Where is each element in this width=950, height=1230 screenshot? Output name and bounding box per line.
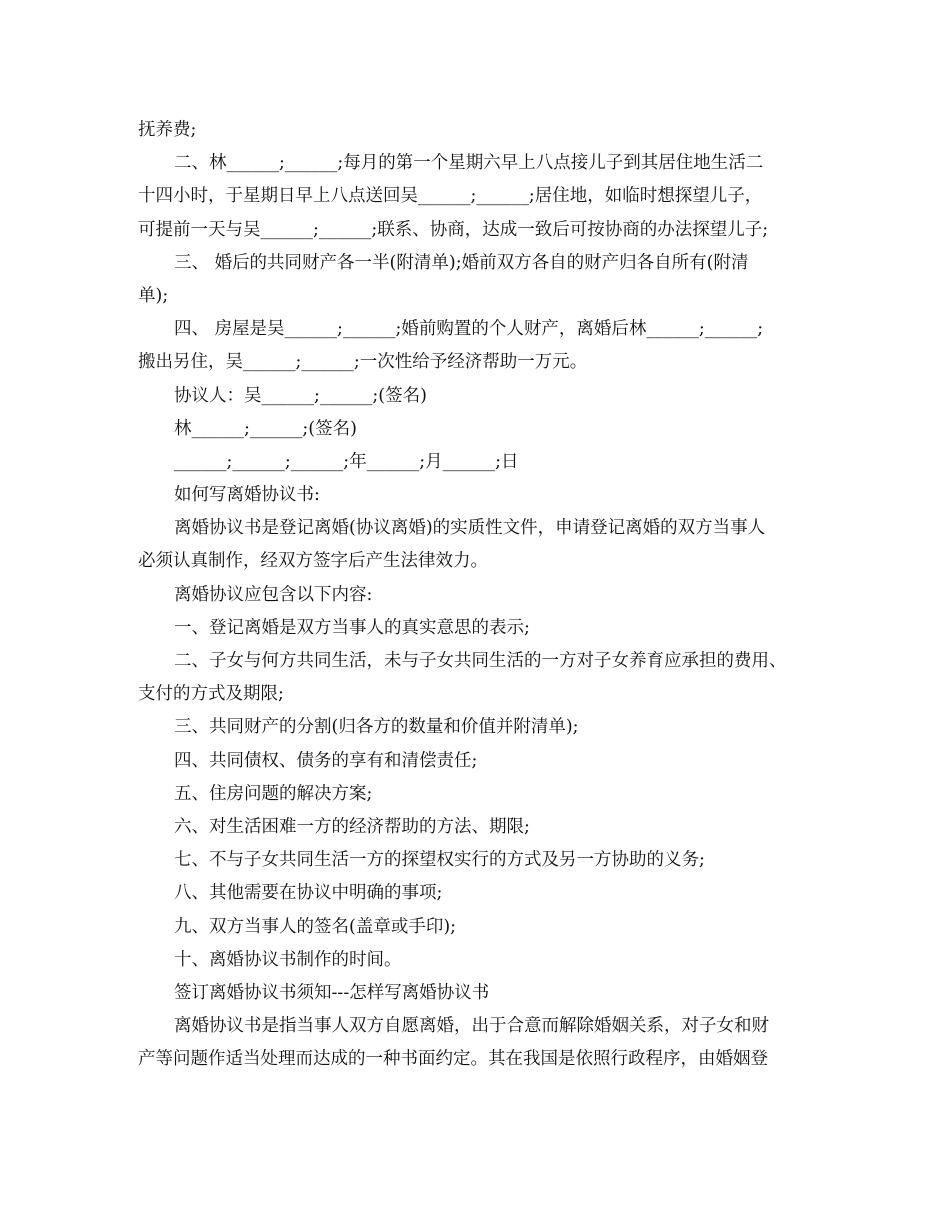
text-line: 可提前一天与吴______;______;联系、协商，达成一致后可按协商的办法探望儿子;	[138, 219, 769, 240]
text-line: 四、 房屋是吴______;______;婚前购置的个人财产，离婚后林______;______;	[174, 319, 764, 340]
text-line: 七、不与子女共同生活一方的探望权实行的方式及另一方协助的义务;	[174, 850, 705, 871]
document-body	[138, 114, 828, 1076]
text-line: 如何写离婚协议书:	[174, 485, 320, 506]
text-line: 离婚协议书是指当事人双方自愿离婚，出于合意而解除婚姻关系，对子女和财	[174, 1016, 769, 1037]
text-line: 三、 婚后的共同财产各一半(附清单);婚前双方各自的财产归各自所有(附清	[174, 252, 749, 273]
text-line: 必须认真制作，经双方签字后产生法律效力。	[138, 551, 488, 572]
text-line: 抚养费;	[138, 120, 197, 140]
text-line: 六、对生活困难一方的经济帮助的方法、期限;	[174, 816, 530, 837]
text-line: 林______;______;(签名)	[174, 418, 357, 439]
text-line: 十、离婚协议书制作的时间。	[174, 949, 402, 970]
text-line: 二、林______;______;每月的第一个星期六早上八点接儿子到其居住地生活二	[174, 153, 764, 174]
text-line: 搬出另住，吴______;______;一次性给予经济帮助一万元。	[138, 352, 588, 373]
text-line: 一、登记离婚是双方当事人的真实意思的表示;	[174, 617, 530, 638]
text-line: 三、共同财产的分割(归各方的数量和价值并附清单);	[174, 717, 579, 738]
text-line: ______;______;______;年______;月______;日	[174, 451, 519, 472]
text-line: 签订离婚协议书须知---怎样写离婚协议书	[174, 982, 490, 1003]
text-line: 离婚协议应包含以下内容:	[174, 584, 373, 605]
text-line: 协议人：吴______;______;(签名)	[174, 385, 427, 406]
text-line: 产等问题作适当处理而达成的一种书面约定。其在我国是依照行政程序，由婚姻登	[138, 1049, 768, 1070]
text-line: 五、住房问题的解决方案;	[174, 783, 373, 804]
text-line: 离婚协议书是登记离婚(协议离婚)的实质性文件，申请登记离婚的双方当事人	[174, 518, 766, 539]
text-line: 八、其他需要在协议中明确的事项;	[174, 883, 443, 904]
text-line: 九、双方当事人的签名(盖章或手印);	[174, 916, 457, 937]
text-line: 单);	[138, 285, 169, 306]
text-line: 二、子女与何方共同生活，未与子女共同生活的一方对子女养育应承担的费用、	[174, 651, 787, 671]
text-line: 支付的方式及期限;	[138, 684, 284, 705]
text-line: 四、共同债权、债务的享有和清偿责任;	[174, 750, 478, 771]
text-line: 十四小时，于星期日早上八点送回吴______;______;居住地，如临时想探望儿子，	[138, 186, 763, 207]
